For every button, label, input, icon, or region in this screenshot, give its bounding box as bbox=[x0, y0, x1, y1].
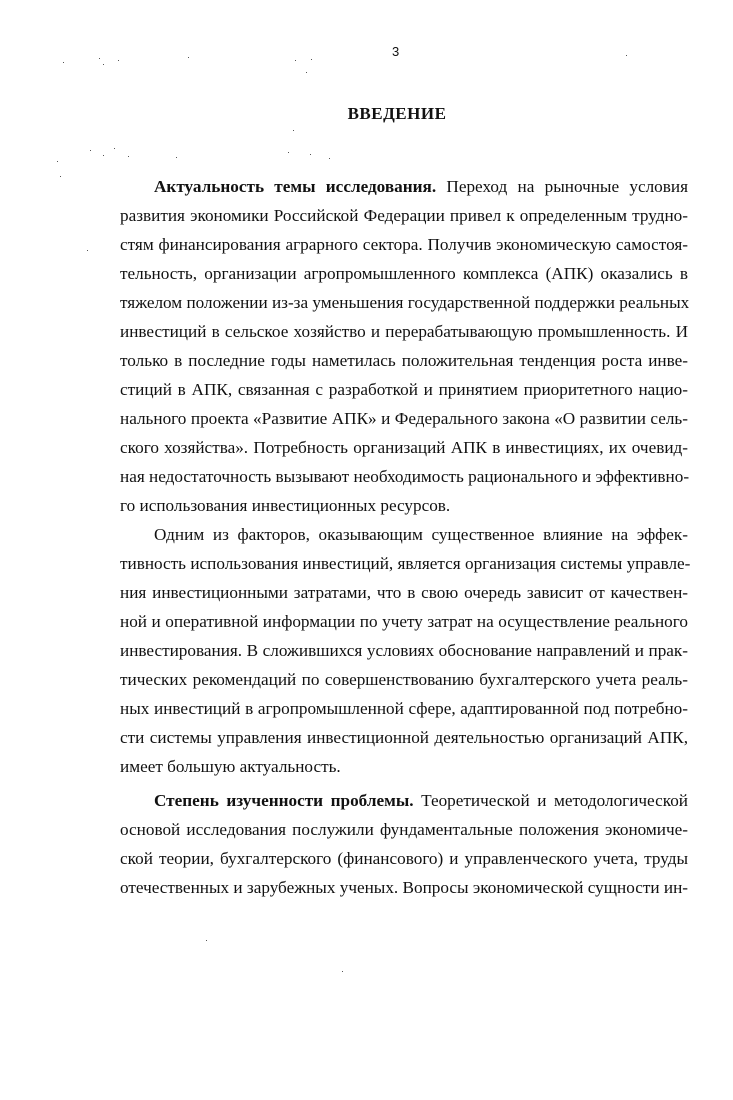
text-line: тяжелом положении из-за уменьшения государственной поддержки реальных bbox=[120, 293, 690, 312]
text-line: ная недостаточность вызывают необходимость рационального и эффективно- bbox=[120, 467, 690, 486]
text-line: стям финансирования аграрного сектора. Получив экономическую самостоя- bbox=[120, 235, 688, 254]
text-line: Одним из факторов, оказывающим существенное влияние на эффек- bbox=[154, 525, 688, 544]
text-line: имеет большую актуальность. bbox=[120, 757, 341, 776]
text-line bbox=[154, 176, 688, 198]
text-line: го использования инвестиционных ресурсов. bbox=[120, 496, 451, 515]
subheading: Актуальность темы исследования. bbox=[154, 177, 437, 196]
text-line bbox=[154, 790, 688, 812]
subheading: Степень изученности проблемы. bbox=[154, 791, 414, 810]
section-title: ВВЕДЕНИЕ bbox=[347, 104, 447, 123]
text-line: ской теории, бухгалтерского (финансового) и управленческого учета, труды bbox=[120, 849, 688, 868]
text-line: сти системы управления инвестиционной деятельностью организаций АПК, bbox=[120, 728, 688, 747]
text-line: тивность использования инвестиций, является организация системы управле- bbox=[120, 554, 691, 573]
text-line: нального проекта «Развитие АПК» и Федерального закона «О развитии сель- bbox=[120, 409, 688, 428]
text-line: ского хозяйства». Потребность организаций АПК в инвестициях, их очевид- bbox=[120, 438, 688, 457]
text-line: ных инвестиций в агропромышленной сфере, адаптированной под потребно- bbox=[120, 699, 688, 718]
text-line: тических рекомендаций по совершенствованию бухгалтерского учета реаль- bbox=[120, 670, 688, 689]
line-text: Теоретической и методологической bbox=[413, 791, 689, 810]
text-line: инвестирования. В сложившихся условиях обоснование направлений и прак- bbox=[120, 641, 688, 660]
text-line: ния инвестиционными затратами, что в свою очередь зависит от качествен- bbox=[120, 583, 688, 602]
page-number: 3 bbox=[392, 44, 400, 59]
text-line: ной и оперативной информации по учету затрат на осуществление реального bbox=[120, 612, 688, 631]
text-line: отечественных и зарубежных ученых. Вопросы экономической сущности ин- bbox=[120, 878, 688, 897]
text-line: развития экономики Российской Федерации привел к определенным трудно- bbox=[120, 206, 688, 225]
text-line: стиций в АПК, связанная с разработкой и принятием приоритетного нацио- bbox=[120, 380, 688, 399]
text-line: тельность, организации агропромышленного комплекса (АПК) оказались в bbox=[120, 264, 688, 283]
line-text: Переход на рыночные условия bbox=[436, 177, 688, 196]
text-line: основой исследования послужили фундаментальные положения экономиче- bbox=[120, 820, 688, 839]
text-line: только в последние годы наметилась положительная тенденция роста инве- bbox=[120, 351, 688, 370]
text-line: инвестиций в сельское хозяйство и перерабатывающую промышленность. И bbox=[120, 322, 688, 341]
